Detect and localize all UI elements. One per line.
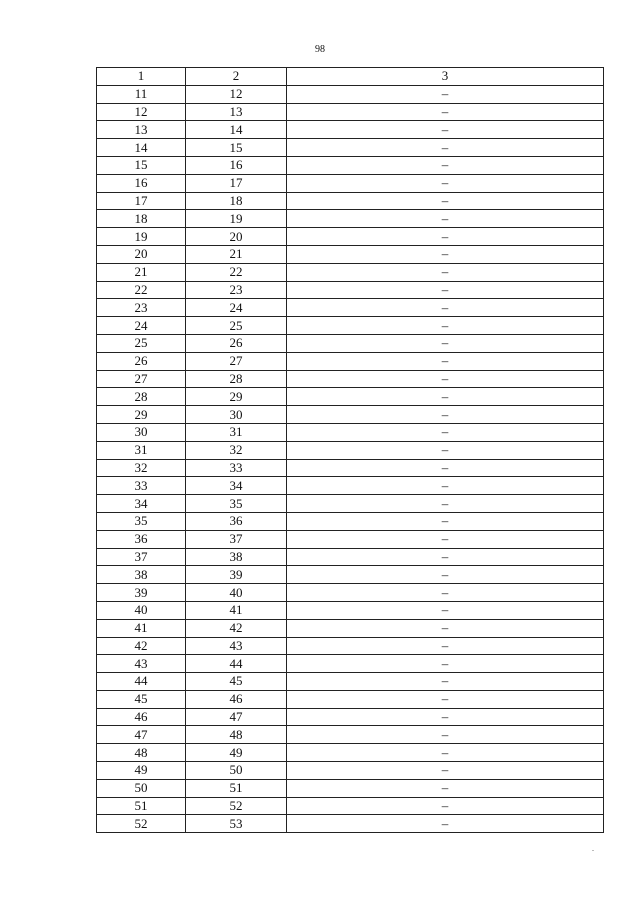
table-row (97, 584, 604, 602)
table-cell-col-1: 34 (97, 495, 186, 513)
table-row (97, 228, 604, 246)
table-cell-col-2: 42 (186, 619, 287, 637)
table-cell-col-2: 46 (186, 690, 287, 708)
table-row (97, 370, 604, 388)
table-row (97, 512, 604, 530)
table-cell-col-1: 44 (97, 673, 186, 691)
table-cell-col-3: – (287, 708, 604, 726)
column-header-2: 2 (186, 68, 287, 86)
table-row (97, 139, 604, 157)
table-cell-col-2: 37 (186, 530, 287, 548)
table-cell-col-1: 51 (97, 797, 186, 815)
table-cell-col-1: 48 (97, 744, 186, 762)
table-cell-col-2: 27 (186, 352, 287, 370)
table-cell-col-3: – (287, 601, 604, 619)
table-cell-col-3: – (287, 352, 604, 370)
table-cell-col-2: 36 (186, 512, 287, 530)
table-cell-col-3: – (287, 174, 604, 192)
table-cell-col-2: 16 (186, 156, 287, 174)
table-cell-col-3: – (287, 815, 604, 833)
table-cell-col-3: – (287, 459, 604, 477)
table-cell-col-2: 47 (186, 708, 287, 726)
table-cell-col-1: 32 (97, 459, 186, 477)
table-cell-col-1: 31 (97, 441, 186, 459)
table-cell-col-2: 31 (186, 423, 287, 441)
table-cell-col-3: – (287, 566, 604, 584)
table-cell-col-1: 24 (97, 317, 186, 335)
table-cell-col-2: 15 (186, 139, 287, 157)
table-cell-col-1: 27 (97, 370, 186, 388)
table-cell-col-3: – (287, 548, 604, 566)
column-header-3: 3 (287, 68, 604, 86)
table-cell-col-1: 36 (97, 530, 186, 548)
table-cell-col-2: 20 (186, 228, 287, 246)
table-cell-col-1: 25 (97, 334, 186, 352)
table-cell-col-2: 52 (186, 797, 287, 815)
table-row (97, 441, 604, 459)
table-cell-col-1: 40 (97, 601, 186, 619)
table-cell-col-2: 50 (186, 762, 287, 780)
table-cell-col-1: 29 (97, 406, 186, 424)
table-row (97, 192, 604, 210)
table-cell-col-2: 25 (186, 317, 287, 335)
table-row (97, 726, 604, 744)
table-cell-col-3: – (287, 85, 604, 103)
table-cell-col-2: 29 (186, 388, 287, 406)
table-cell-col-2: 19 (186, 210, 287, 228)
table-row (97, 619, 604, 637)
table-cell-col-1: 15 (97, 156, 186, 174)
table-cell-col-1: 38 (97, 566, 186, 584)
table-row (97, 530, 604, 548)
table-cell-col-2: 23 (186, 281, 287, 299)
table-row (97, 423, 604, 441)
table-row (97, 637, 604, 655)
table-cell-col-1: 43 (97, 655, 186, 673)
table-cell-col-1: 11 (97, 85, 186, 103)
table-cell-col-2: 28 (186, 370, 287, 388)
table-cell-col-2: 51 (186, 779, 287, 797)
table-cell-col-2: 33 (186, 459, 287, 477)
table-row (97, 815, 604, 833)
table-cell-col-1: 45 (97, 690, 186, 708)
table-cell-col-2: 35 (186, 495, 287, 513)
table-cell-col-3: – (287, 744, 604, 762)
table-row (97, 174, 604, 192)
table-cell-col-3: – (287, 762, 604, 780)
table-cell-col-1: 19 (97, 228, 186, 246)
table-cell-col-1: 26 (97, 352, 186, 370)
table-cell-col-1: 50 (97, 779, 186, 797)
table-cell-col-1: 17 (97, 192, 186, 210)
table-row (97, 121, 604, 139)
table-cell-col-3: – (287, 477, 604, 495)
table-row (97, 762, 604, 780)
table-row (97, 317, 604, 335)
table-cell-col-3: – (287, 406, 604, 424)
table-cell-col-2: 26 (186, 334, 287, 352)
table-row (97, 281, 604, 299)
table-row (97, 156, 604, 174)
table-cell-col-3: – (287, 334, 604, 352)
table-row (97, 85, 604, 103)
table-cell-col-1: 42 (97, 637, 186, 655)
table-cell-col-3: – (287, 263, 604, 281)
table-row (97, 477, 604, 495)
table-cell-col-3: – (287, 317, 604, 335)
page-number: 98 (315, 44, 325, 55)
table-row (97, 673, 604, 691)
table-cell-col-1: 12 (97, 103, 186, 121)
table-cell-col-1: 41 (97, 619, 186, 637)
table-cell-col-1: 23 (97, 299, 186, 317)
table-cell-col-3: – (287, 192, 604, 210)
table-cell-col-2: 34 (186, 477, 287, 495)
table-cell-col-1: 30 (97, 423, 186, 441)
table-cell-col-1: 13 (97, 121, 186, 139)
table-cell-col-1: 39 (97, 584, 186, 602)
table-cell-col-3: – (287, 584, 604, 602)
table-cell-col-3: – (287, 228, 604, 246)
table-cell-col-2: 43 (186, 637, 287, 655)
table-cell-col-2: 21 (186, 245, 287, 263)
table-row (97, 103, 604, 121)
table-cell-col-2: 40 (186, 584, 287, 602)
table-cell-col-3: – (287, 281, 604, 299)
table-cell-col-3: – (287, 690, 604, 708)
table-cell-col-2: 49 (186, 744, 287, 762)
table-cell-col-3: – (287, 530, 604, 548)
table-cell-col-1: 35 (97, 512, 186, 530)
table-cell-col-2: 22 (186, 263, 287, 281)
table-row (97, 779, 604, 797)
table-row (97, 690, 604, 708)
table-cell-col-3: – (287, 210, 604, 228)
table-row (97, 263, 604, 281)
table-cell-col-1: 20 (97, 245, 186, 263)
table-row (97, 548, 604, 566)
table-row (97, 406, 604, 424)
table-cell-col-3: – (287, 103, 604, 121)
table-cell-col-2: 18 (186, 192, 287, 210)
table-cell-col-2: 14 (186, 121, 287, 139)
table-row (97, 601, 604, 619)
table-cell-col-3: – (287, 726, 604, 744)
table-cell-col-2: 30 (186, 406, 287, 424)
table-cell-col-3: – (287, 673, 604, 691)
table-row (97, 299, 604, 317)
table-cell-col-1: 46 (97, 708, 186, 726)
table-cell-col-2: 32 (186, 441, 287, 459)
table-cell-col-3: – (287, 423, 604, 441)
table-cell-col-1: 14 (97, 139, 186, 157)
table-cell-col-2: 12 (186, 85, 287, 103)
table-cell-col-3: – (287, 441, 604, 459)
table-row (97, 245, 604, 263)
table-cell-col-3: – (287, 299, 604, 317)
table-row (97, 655, 604, 673)
table-cell-col-2: 13 (186, 103, 287, 121)
table-cell-col-3: – (287, 245, 604, 263)
table-row (97, 352, 604, 370)
table-cell-col-3: – (287, 619, 604, 637)
table-cell-col-2: 45 (186, 673, 287, 691)
table-cell-col-1: 18 (97, 210, 186, 228)
header-row (97, 68, 604, 86)
table-cell-col-1: 52 (97, 815, 186, 833)
table-cell-col-1: 21 (97, 263, 186, 281)
table-cell-col-1: 47 (97, 726, 186, 744)
table-row (97, 495, 604, 513)
table-cell-col-2: 44 (186, 655, 287, 673)
table-row (97, 459, 604, 477)
table-cell-col-2: 39 (186, 566, 287, 584)
table-cell-col-1: 37 (97, 548, 186, 566)
table-row (97, 210, 604, 228)
table-cell-col-1: 22 (97, 281, 186, 299)
table-cell-col-3: – (287, 512, 604, 530)
table-row (97, 388, 604, 406)
data-table (96, 67, 604, 833)
table-cell-col-1: 49 (97, 762, 186, 780)
table-row (97, 744, 604, 762)
table-cell-col-3: – (287, 370, 604, 388)
table-cell-col-2: 24 (186, 299, 287, 317)
table-cell-col-1: 33 (97, 477, 186, 495)
table-cell-col-2: 53 (186, 815, 287, 833)
column-header-1: 1 (97, 68, 186, 86)
table-row (97, 797, 604, 815)
table-cell-col-3: – (287, 495, 604, 513)
table-row (97, 708, 604, 726)
table-cell-col-3: – (287, 637, 604, 655)
table-cell-col-1: 16 (97, 174, 186, 192)
table-cell-col-3: – (287, 388, 604, 406)
table-row (97, 334, 604, 352)
table-cell-col-2: 17 (186, 174, 287, 192)
table-cell-col-2: 38 (186, 548, 287, 566)
table-cell-col-3: – (287, 655, 604, 673)
table-cell-col-2: 41 (186, 601, 287, 619)
table-cell-col-1: 28 (97, 388, 186, 406)
table-cell-col-3: – (287, 139, 604, 157)
scan-speck (592, 850, 594, 851)
table-cell-col-2: 48 (186, 726, 287, 744)
table-cell-col-3: – (287, 156, 604, 174)
table-body (97, 85, 604, 832)
table-header (97, 68, 604, 86)
table-cell-col-3: – (287, 797, 604, 815)
table-row (97, 566, 604, 584)
table-cell-col-3: – (287, 121, 604, 139)
table-cell-col-3: – (287, 779, 604, 797)
